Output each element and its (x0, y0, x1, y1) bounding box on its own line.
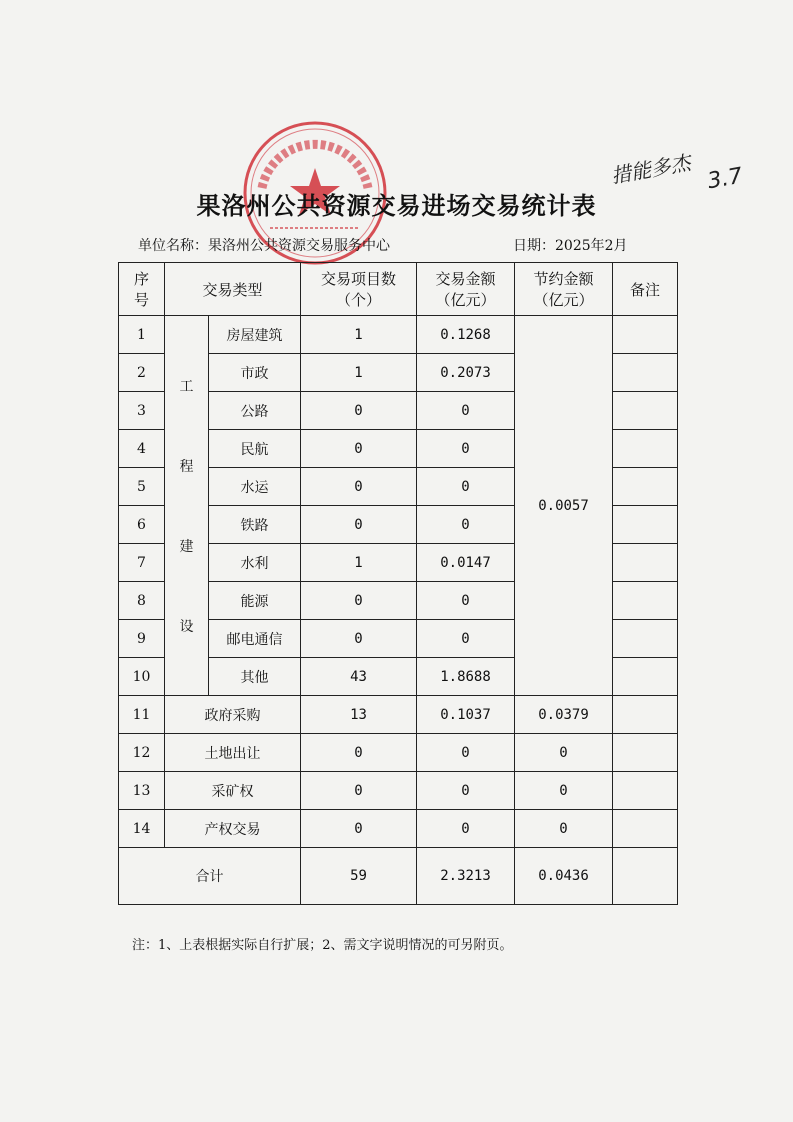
row-amount: 0 (417, 810, 515, 848)
row-remark (613, 620, 678, 658)
table-row (119, 772, 678, 810)
row-count: 1 (301, 354, 417, 392)
row-type: 房屋建筑 (209, 316, 301, 354)
row-index: 1 (119, 316, 165, 354)
total-saving: 0.0436 (515, 848, 613, 905)
header-count: 交易项目数 （个） (301, 263, 417, 316)
row-index: 2 (119, 354, 165, 392)
row-remark (613, 696, 678, 734)
row-index: 5 (119, 468, 165, 506)
row-remark (613, 658, 678, 696)
row-amount: 0.0147 (417, 544, 515, 582)
row-amount: 0 (417, 772, 515, 810)
report-date: 日期：2025年2月 (513, 238, 628, 254)
row-amount: 0.1037 (417, 696, 515, 734)
row-index: 10 (119, 658, 165, 696)
table-row (119, 734, 678, 772)
row-remark (613, 468, 678, 506)
row-type: 其他 (209, 658, 301, 696)
row-type: 产权交易 (165, 810, 301, 848)
row-count: 0 (301, 392, 417, 430)
row-amount: 0.2073 (417, 354, 515, 392)
total-count: 59 (301, 848, 417, 905)
row-remark (613, 582, 678, 620)
row-index: 8 (119, 582, 165, 620)
row-type: 铁路 (209, 506, 301, 544)
row-count: 0 (301, 506, 417, 544)
row-count: 0 (301, 734, 417, 772)
total-label: 合计 (119, 848, 301, 905)
total-row (119, 848, 678, 905)
row-count: 0 (301, 620, 417, 658)
row-amount: 0 (417, 506, 515, 544)
table-row (119, 696, 678, 734)
total-amount: 2.3213 (417, 848, 515, 905)
row-type: 邮电通信 (209, 620, 301, 658)
row-count: 1 (301, 316, 417, 354)
header-seq: 序 号 (119, 263, 165, 316)
row-remark (613, 772, 678, 810)
row-count: 0 (301, 810, 417, 848)
row-amount: 0 (417, 620, 515, 658)
row-amount: 0 (417, 392, 515, 430)
row-type: 水利 (209, 544, 301, 582)
table-header-row (119, 263, 678, 316)
row-amount: 0 (417, 468, 515, 506)
row-type: 采矿权 (165, 772, 301, 810)
row-index: 13 (119, 772, 165, 810)
row-index: 6 (119, 506, 165, 544)
header-remark: 备注 (613, 263, 678, 316)
row-type: 政府采购 (165, 696, 301, 734)
row-remark (613, 544, 678, 582)
table-row (119, 316, 678, 354)
row-count: 0 (301, 468, 417, 506)
row-type: 土地出让 (165, 734, 301, 772)
header-saving: 节约金额 （亿元） (515, 263, 613, 316)
row-type: 公路 (209, 392, 301, 430)
row-index: 3 (119, 392, 165, 430)
header-amount: 交易金额 （亿元） (417, 263, 515, 316)
total-remark (613, 848, 678, 905)
row-saving: 0 (515, 810, 613, 848)
row-remark (613, 506, 678, 544)
row-saving: 0.0379 (515, 696, 613, 734)
row-count: 1 (301, 544, 417, 582)
header-type: 交易类型 (165, 263, 301, 316)
row-type: 能源 (209, 582, 301, 620)
row-amount: 0 (417, 582, 515, 620)
row-remark (613, 734, 678, 772)
row-remark (613, 430, 678, 468)
row-remark (613, 316, 678, 354)
row-remark (613, 392, 678, 430)
row-count: 43 (301, 658, 417, 696)
row-count: 0 (301, 772, 417, 810)
row-index: 14 (119, 810, 165, 848)
row-index: 9 (119, 620, 165, 658)
row-count: 0 (301, 582, 417, 620)
row-amount: 1.8688 (417, 658, 515, 696)
row-amount: 0.1268 (417, 316, 515, 354)
handwritten-signature: 措能多杰 3.7 (609, 150, 745, 195)
construction-category-label: 工 程 建 设 (165, 316, 209, 696)
row-remark (613, 354, 678, 392)
row-count: 13 (301, 696, 417, 734)
row-amount: 0 (417, 430, 515, 468)
row-index: 4 (119, 430, 165, 468)
unit-name: 单位名称：果洛州公共资源交易服务中心 (138, 238, 390, 254)
row-index: 7 (119, 544, 165, 582)
table-row (119, 810, 678, 848)
footnote: 注：1、上表根据实际自行扩展；2、需文字说明情况的可另附页。 (132, 938, 513, 953)
row-saving: 0 (515, 772, 613, 810)
page-title: 果洛州公共资源交易进场交易统计表 (196, 191, 597, 220)
row-remark (613, 810, 678, 848)
row-saving: 0 (515, 734, 613, 772)
row-index: 12 (119, 734, 165, 772)
row-type: 水运 (209, 468, 301, 506)
row-index: 11 (119, 696, 165, 734)
row-type: 民航 (209, 430, 301, 468)
row-type: 市政 (209, 354, 301, 392)
row-count: 0 (301, 430, 417, 468)
row-amount: 0 (417, 734, 515, 772)
construction-saving: 0.0057 (515, 316, 613, 696)
statistics-table (118, 262, 678, 905)
